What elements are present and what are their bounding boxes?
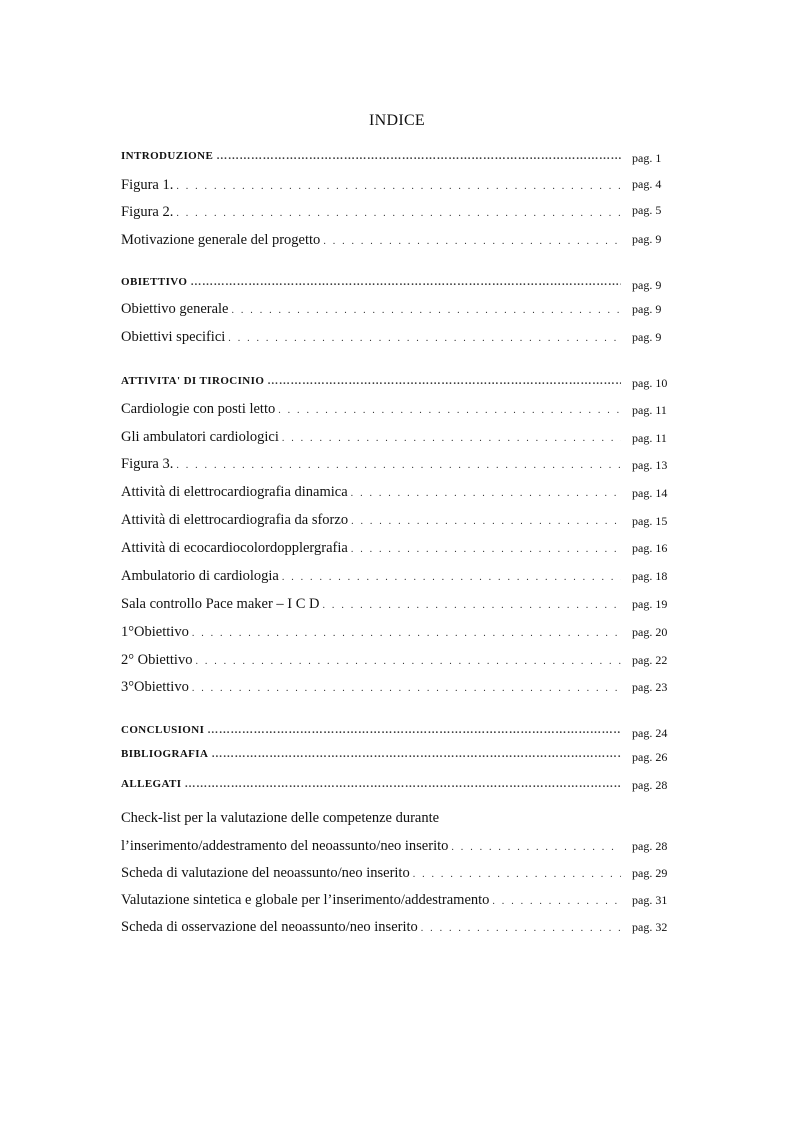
dot-leader bbox=[232, 305, 622, 316]
toc-entry-label: Figura 2. bbox=[121, 204, 174, 220]
toc-entry-label: l’inserimento/addestramento del neoassunto/neo inserito bbox=[121, 838, 449, 854]
toc-entry-checklist bbox=[121, 838, 621, 858]
toc-entry-valutazione-sintetica bbox=[121, 892, 621, 912]
toc-entry-page: pag. 28 bbox=[632, 839, 668, 853]
dot-leader bbox=[351, 488, 621, 499]
dot-leader bbox=[451, 842, 621, 853]
toc-entry-page: pag. 13 bbox=[632, 458, 668, 472]
dot-leader bbox=[207, 724, 621, 736]
toc-entry-allegati bbox=[121, 778, 621, 798]
dot-leader bbox=[282, 572, 621, 583]
toc-entry-label: BIBLIOGRAFIA bbox=[121, 748, 209, 760]
toc-entry-page: pag. 31 bbox=[632, 893, 668, 907]
dot-leader bbox=[282, 433, 621, 444]
toc-entry-page: pag. 10 bbox=[632, 376, 668, 390]
toc-entry-label: Motivazione generale del progetto bbox=[121, 232, 321, 248]
toc-entry-page: pag. 28 bbox=[632, 778, 668, 792]
toc-entry-page: pag. 14 bbox=[632, 486, 668, 500]
toc-entry-obiettivi-specifici bbox=[121, 329, 621, 349]
toc-entry-page: pag. 22 bbox=[632, 653, 668, 667]
dot-leader bbox=[323, 600, 621, 611]
dot-leader bbox=[323, 236, 621, 247]
toc-entry-scheda-osservazione bbox=[121, 919, 621, 939]
toc-entry-label: INTRODUZIONE bbox=[121, 150, 214, 162]
toc-entry-page: pag. 26 bbox=[632, 750, 668, 764]
toc-entry-ambulatori bbox=[121, 429, 621, 449]
dot-leader bbox=[211, 748, 621, 760]
toc-entry-conclusioni bbox=[121, 724, 621, 744]
toc-entry-label: Sala controllo Pace maker – I C D bbox=[121, 596, 320, 612]
toc-entry-page: pag. 9 bbox=[632, 330, 662, 344]
dot-leader bbox=[351, 544, 621, 555]
toc-entry-label: Attività di elettrocardiografia dinamica bbox=[121, 484, 348, 500]
toc-entry-page: pag. 20 bbox=[632, 625, 668, 639]
checklist-heading: Check-list per la valutazione delle competenze durante bbox=[121, 810, 440, 826]
toc-entry-figura-1 bbox=[121, 177, 621, 197]
toc-entry-obiettivo bbox=[121, 276, 621, 296]
toc-entry-page: pag. 4 bbox=[632, 177, 662, 191]
toc-entry-obiettivo-3 bbox=[121, 679, 621, 699]
toc-entry-label: 1°Obiettivo bbox=[121, 624, 189, 640]
toc-entry-page: pag. 1 bbox=[632, 151, 662, 165]
dot-leader bbox=[267, 375, 621, 387]
toc-entry-ecocardio bbox=[121, 540, 621, 560]
toc-entry-page: pag. 16 bbox=[632, 541, 668, 555]
toc-entry-motivazione bbox=[121, 232, 621, 252]
toc-entry-label: Valutazione sintetica e globale per l’inserimento/addestramento bbox=[121, 892, 490, 908]
toc-entry-label: Obiettivi specifici bbox=[121, 329, 226, 345]
toc-entry-attivita-tirocinio bbox=[121, 375, 621, 395]
toc-entry-pace-maker bbox=[121, 596, 621, 616]
dot-leader bbox=[176, 181, 621, 192]
toc-entry-label: Obiettivo generale bbox=[121, 301, 229, 317]
toc-entry-label: Scheda di osservazione del neoassunto/neo inserito bbox=[121, 919, 418, 935]
toc-entry-cardiologie bbox=[121, 401, 621, 421]
dot-leader bbox=[351, 516, 621, 527]
toc-entry-page: pag. 29 bbox=[632, 866, 668, 880]
toc-entry-page: pag. 11 bbox=[632, 403, 667, 417]
toc-entry-ecg-dinamica bbox=[121, 484, 621, 504]
toc-entry-label: ALLEGATI bbox=[121, 778, 182, 790]
toc-entry-bibliografia bbox=[121, 748, 621, 768]
dot-leader bbox=[192, 683, 621, 694]
toc-entry-label: Attività di ecocardiocolordopplergrafia bbox=[121, 540, 348, 556]
toc-entry-introduzione bbox=[121, 150, 621, 170]
toc-entry-label: Cardiologie con posti letto bbox=[121, 401, 276, 417]
toc-entry-page: pag. 19 bbox=[632, 597, 668, 611]
dot-leader bbox=[228, 333, 621, 344]
toc-entry-page: pag. 9 bbox=[632, 278, 662, 292]
dot-leader bbox=[190, 276, 621, 288]
dot-leader bbox=[195, 656, 621, 667]
toc-entry-label: Scheda di valutazione del neoassunto/neo inserito bbox=[121, 865, 410, 881]
toc-entry-label: Ambulatorio di cardiologia bbox=[121, 568, 279, 584]
toc-entry-label: Figura 1. bbox=[121, 177, 174, 193]
toc-entry-page: pag. 5 bbox=[632, 203, 662, 217]
toc-entry-label: Gli ambulatori cardiologici bbox=[121, 429, 279, 445]
toc-entry-figura-3 bbox=[121, 456, 621, 476]
toc-entry-obiettivo-1 bbox=[121, 624, 621, 644]
toc-entry-page: pag. 9 bbox=[632, 302, 662, 316]
toc-entry-label: ATTIVITA' DI TIROCINIO bbox=[121, 375, 265, 387]
toc-entry-label: 2° Obiettivo bbox=[121, 652, 193, 668]
dot-leader bbox=[278, 405, 621, 416]
toc-entry-obiettivo-generale bbox=[121, 301, 621, 321]
toc-entry-ambulatorio-cardiologia bbox=[121, 568, 621, 588]
toc-entry-page: pag. 23 bbox=[632, 680, 668, 694]
toc-entry-page: pag. 11 bbox=[632, 431, 667, 445]
toc-entry-label: 3°Obiettivo bbox=[121, 679, 189, 695]
dot-leader bbox=[492, 896, 621, 907]
toc-entry-scheda-valutazione bbox=[121, 865, 621, 885]
dot-leader bbox=[421, 923, 621, 934]
dot-leader bbox=[184, 778, 621, 790]
toc-entry-obiettivo-2 bbox=[121, 652, 621, 672]
toc-entry-label: Attività di elettrocardiografia da sforzo bbox=[121, 512, 349, 528]
dot-leader bbox=[216, 150, 621, 162]
toc-entry-label: OBIETTIVO bbox=[121, 276, 188, 288]
toc-entry-page: pag. 15 bbox=[632, 514, 668, 528]
toc-entry-page: pag. 9 bbox=[632, 232, 662, 246]
toc-entry-ecg-sforzo bbox=[121, 512, 621, 532]
toc-entry-page: pag. 32 bbox=[632, 920, 668, 934]
page-title: INDICE bbox=[368, 112, 425, 129]
toc-entry-page: pag. 18 bbox=[632, 569, 668, 583]
dot-leader bbox=[192, 628, 621, 639]
toc-entry-page: pag. 24 bbox=[632, 726, 668, 740]
toc-entry-label: Figura 3. bbox=[121, 456, 174, 472]
dot-leader bbox=[176, 208, 621, 219]
toc-entry-label: CONCLUSIONI bbox=[121, 724, 205, 736]
dot-leader bbox=[176, 460, 621, 471]
dot-leader bbox=[413, 869, 621, 880]
toc-entry-figura-2 bbox=[121, 204, 621, 224]
